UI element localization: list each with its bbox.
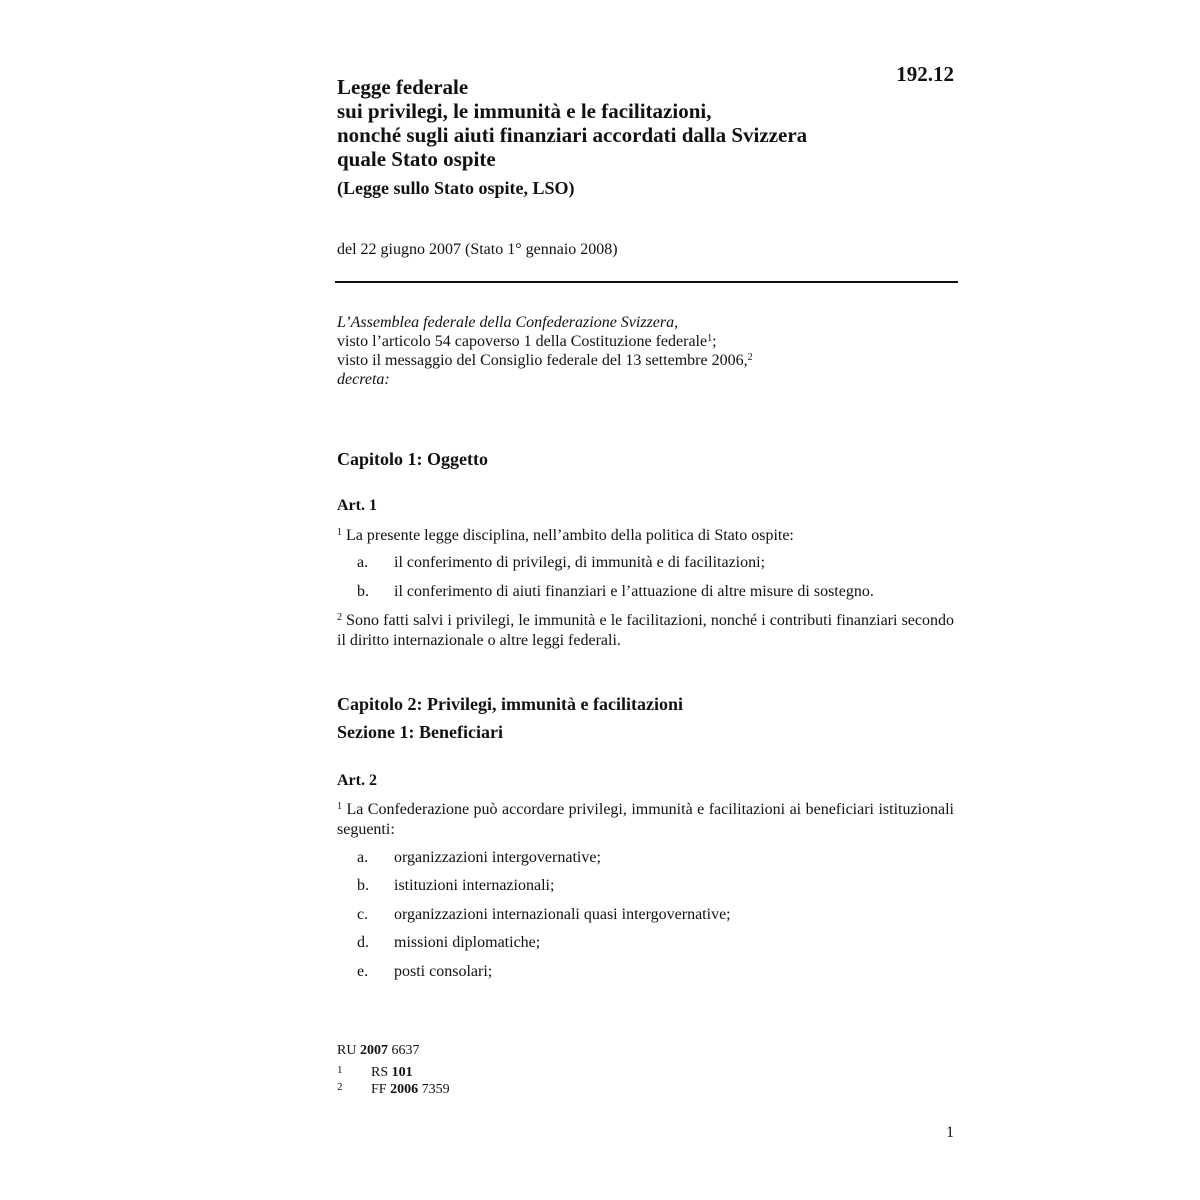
title-line: quale Stato ospite	[337, 147, 496, 171]
paragraph-number: 2	[337, 612, 342, 623]
short-title: (Legge sullo Stato ospite, LSO)	[337, 178, 575, 198]
chapter-1-heading: Capitolo 1: Oggetto	[337, 449, 488, 469]
article-1-label: Art. 1	[337, 497, 377, 514]
preamble-visto-message: visto il messaggio del Consiglio federale del 13 settembre 2006,$^2$	[337, 352, 753, 369]
list-item: e. posti consolari;	[357, 963, 493, 980]
list-item: b. il conferimento di aiuti finanziari e l’attuazione di altre misure di sostegno.	[357, 583, 874, 600]
footnote-ref[interactable]: 2	[747, 352, 753, 363]
official-compilation-ref: RU 2007 6637	[337, 1043, 420, 1058]
list-item: a. il conferimento di privilegi, di immunità e di facilitazioni;	[357, 554, 766, 571]
preamble	[337, 313, 753, 389]
list-item: a. organizzazioni intergovernative;	[357, 849, 601, 866]
list-item: b. istituzioni internazionali;	[357, 877, 555, 894]
chapter-2-heading: Capitolo 2: Privilegi, immunità e facilitazioni	[337, 694, 683, 714]
title-line: nonché sugli aiuti finanziari accordati dalla Svizzera	[337, 123, 808, 147]
list-item: c. organizzazioni internazionali quasi intergovernative;	[357, 906, 731, 923]
paragraph-number: 1	[337, 527, 342, 538]
footnote-ref[interactable]: 1	[707, 333, 713, 344]
article-1-para-2: $^2$ Sono fatti salvi i privilegi, le immunità e le facilitazioni, nonché i contributi finanziari secondo il diritto internazionale o altre leggi federali.	[337, 612, 955, 649]
preamble-decreta: decreta:	[337, 371, 390, 388]
paragraph-number: 1	[337, 801, 342, 812]
title-line: Legge federale	[337, 75, 469, 99]
article-2-para-1: $^1$ La Confederazione può accordare privilegi, immunità e facilitazioni ai beneficiari istituzionali seguenti:	[337, 801, 955, 838]
law-title	[337, 75, 897, 171]
preamble-visto-constitution: visto l’articolo 54 capoverso 1 della Costituzione federale$^1$;	[337, 333, 717, 350]
section-1-heading: Sezione 1: Beneficiari	[337, 722, 503, 742]
title-divider	[335, 281, 958, 283]
date-line: del 22 giugno 2007 (Stato 1° gennaio 2008)	[337, 241, 618, 258]
footnote: 1 RS 101	[337, 1064, 413, 1080]
title-line: sui privilegi, le immunità e le facilitazioni,	[337, 99, 712, 123]
footnote: 2 FF 2006 7359	[337, 1081, 450, 1097]
list-item: d. missioni diplomatiche;	[357, 934, 541, 951]
sr-number: 192.12	[896, 62, 954, 86]
page-number: 1	[946, 1124, 954, 1141]
article-2-label: Art. 2	[337, 772, 377, 789]
article-1-para-1: $^1$ La presente legge disciplina, nell’ambito della politica di Stato ospite:	[337, 527, 794, 544]
preamble-assembly: L’Assemblea federale della Confederazione Svizzera,	[337, 314, 679, 331]
